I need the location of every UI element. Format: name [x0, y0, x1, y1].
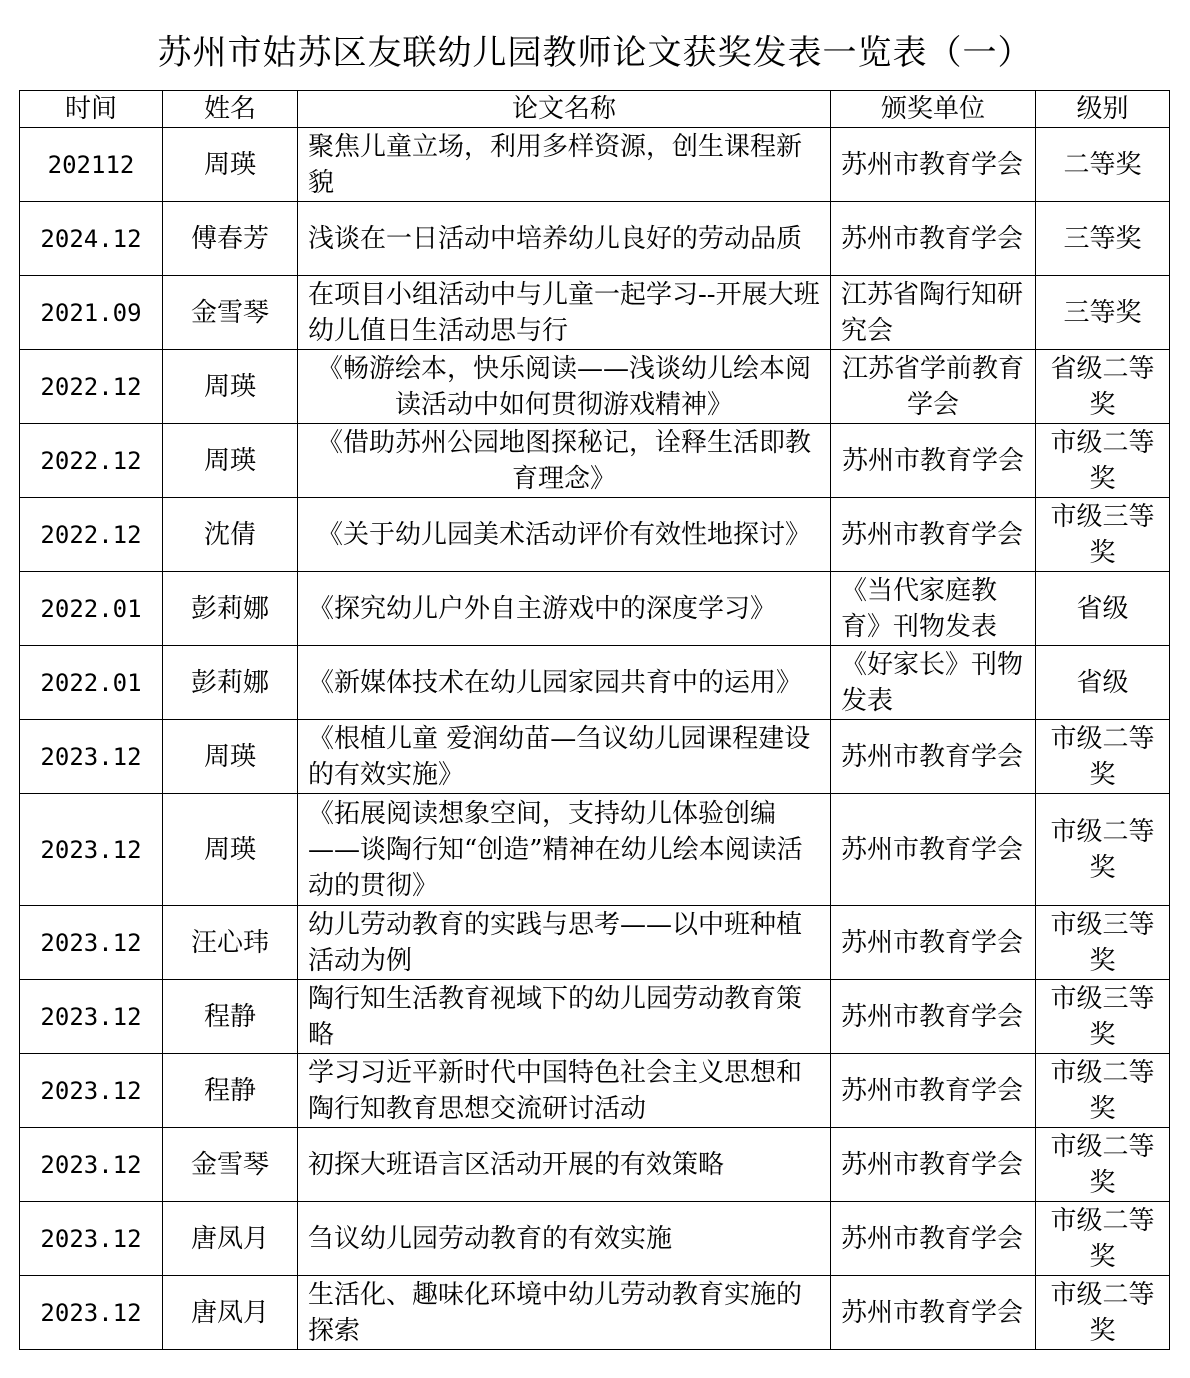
table-row: [20, 202, 1170, 276]
cell-level: 市级三等奖: [1036, 906, 1170, 980]
table-row: [20, 350, 1170, 424]
cell-level: 市级二等奖: [1036, 424, 1170, 498]
cell-paper-title: 生活化、趣味化环境中幼儿劳动教育实施的探索: [298, 1276, 831, 1350]
table-row: [20, 1276, 1170, 1350]
cell-award-unit: 苏州市教育学会: [831, 1128, 1036, 1202]
cell-paper-title: 陶行知生活教育视域下的幼儿园劳动教育策略: [298, 980, 831, 1054]
cell-name: 沈倩: [163, 498, 298, 572]
cell-paper-title: 《根植儿童 爱润幼苗—刍议幼儿园课程建设的有效实施》: [298, 720, 831, 794]
cell-time: 2023.12: [20, 794, 163, 906]
cell-time: 2022.12: [20, 498, 163, 572]
cell-level: 市级三等奖: [1036, 498, 1170, 572]
table-row: [20, 646, 1170, 720]
cell-name: 金雪琴: [163, 1128, 298, 1202]
cell-level: 市级三等奖: [1036, 980, 1170, 1054]
cell-award-unit: 苏州市教育学会: [831, 794, 1036, 906]
cell-time: 2022.01: [20, 646, 163, 720]
cell-name: 周瑛: [163, 424, 298, 498]
cell-award-unit: 苏州市教育学会: [831, 1276, 1036, 1350]
cell-name: 唐凤月: [163, 1276, 298, 1350]
cell-award-unit: 江苏省陶行知研究会: [831, 276, 1036, 350]
cell-award-unit: 苏州市教育学会: [831, 128, 1036, 202]
cell-time: 2022.01: [20, 572, 163, 646]
cell-level: 市级二等奖: [1036, 1202, 1170, 1276]
cell-level: 市级二等奖: [1036, 1276, 1170, 1350]
header-level: 级别: [1036, 91, 1170, 128]
table-row: [20, 1128, 1170, 1202]
cell-name: 程静: [163, 980, 298, 1054]
cell-paper-title: 幼儿劳动教育的实践与思考——以中班种植活动为例: [298, 906, 831, 980]
cell-award-unit: 苏州市教育学会: [831, 1054, 1036, 1128]
cell-award-unit: 苏州市教育学会: [831, 906, 1036, 980]
cell-award-unit: 苏州市教育学会: [831, 980, 1036, 1054]
cell-level: 市级二等奖: [1036, 1128, 1170, 1202]
table-row: [20, 1054, 1170, 1128]
cell-time: 2023.12: [20, 1054, 163, 1128]
cell-paper-title: 《关于幼儿园美术活动评价有效性地探讨》: [298, 498, 831, 572]
cell-paper-title: 《探究幼儿户外自主游戏中的深度学习》: [298, 572, 831, 646]
table-row: [20, 1202, 1170, 1276]
cell-time: 2023.12: [20, 1128, 163, 1202]
cell-name: 傅春芳: [163, 202, 298, 276]
cell-time: 2022.12: [20, 424, 163, 498]
header-paper-title: 论文名称: [298, 91, 831, 128]
cell-level: 省级: [1036, 646, 1170, 720]
table-header-row: [20, 91, 1170, 128]
cell-time: 2022.12: [20, 350, 163, 424]
cell-name: 唐凤月: [163, 1202, 298, 1276]
cell-level: 省级二等奖: [1036, 350, 1170, 424]
cell-level: 二等奖: [1036, 128, 1170, 202]
table-row: [20, 128, 1170, 202]
cell-award-unit: 苏州市教育学会: [831, 424, 1036, 498]
cell-name: 周瑛: [163, 794, 298, 906]
table-row: [20, 720, 1170, 794]
award-table: [19, 90, 1170, 1350]
cell-award-unit: 《当代家庭教育》刊物发表: [831, 572, 1036, 646]
table-row: [20, 498, 1170, 572]
cell-name: 周瑛: [163, 720, 298, 794]
cell-name: 金雪琴: [163, 276, 298, 350]
table-row: [20, 276, 1170, 350]
cell-level: 三等奖: [1036, 202, 1170, 276]
cell-paper-title: 学习习近平新时代中国特色社会主义思想和陶行知教育思想交流研讨活动: [298, 1054, 831, 1128]
cell-time: 2021.09: [20, 276, 163, 350]
cell-paper-title: 《畅游绘本，快乐阅读——浅谈幼儿绘本阅读活动中如何贯彻游戏精神》: [298, 350, 831, 424]
table-row: [20, 906, 1170, 980]
cell-time: 2023.12: [20, 980, 163, 1054]
header-award-unit: 颁奖单位: [831, 91, 1036, 128]
cell-paper-title: 《拓展阅读想象空间，支持幼儿体验创编——谈陶行知“创造”精神在幼儿绘本阅读活动的贯彻》: [298, 794, 831, 906]
cell-award-unit: 苏州市教育学会: [831, 720, 1036, 794]
cell-time: 2023.12: [20, 1276, 163, 1350]
table-row: [20, 424, 1170, 498]
cell-time: 2023.12: [20, 906, 163, 980]
cell-award-unit: 苏州市教育学会: [831, 498, 1036, 572]
cell-time: 2023.12: [20, 1202, 163, 1276]
cell-level: 市级二等奖: [1036, 1054, 1170, 1128]
cell-paper-title: 浅谈在一日活动中培养幼儿良好的劳动品质: [298, 202, 831, 276]
cell-paper-title: 《借助苏州公园地图探秘记，诠释生活即教育理念》: [298, 424, 831, 498]
cell-paper-title: 《新媒体技术在幼儿园家园共育中的运用》: [298, 646, 831, 720]
cell-name: 周瑛: [163, 350, 298, 424]
cell-name: 彭莉娜: [163, 646, 298, 720]
header-time: 时间: [20, 91, 163, 128]
cell-paper-title: 刍议幼儿园劳动教育的有效实施: [298, 1202, 831, 1276]
table-row: [20, 572, 1170, 646]
cell-time: 2023.12: [20, 720, 163, 794]
cell-paper-title: 在项目小组活动中与儿童一起学习--开展大班幼儿值日生活动思与行: [298, 276, 831, 350]
cell-level: 三等奖: [1036, 276, 1170, 350]
cell-award-unit: 江苏省学前教育学会: [831, 350, 1036, 424]
cell-level: 市级二等奖: [1036, 720, 1170, 794]
cell-award-unit: 苏州市教育学会: [831, 202, 1036, 276]
cell-level: 市级二等奖: [1036, 794, 1170, 906]
cell-name: 周瑛: [163, 128, 298, 202]
page-title: 苏州市姑苏区友联幼儿园教师论文获奖发表一览表（一）: [157, 33, 1033, 73]
cell-paper-title: 初探大班语言区活动开展的有效策略: [298, 1128, 831, 1202]
cell-name: 程静: [163, 1054, 298, 1128]
header-name: 姓名: [163, 91, 298, 128]
table-row: [20, 794, 1170, 906]
cell-level: 省级: [1036, 572, 1170, 646]
cell-name: 汪心玮: [163, 906, 298, 980]
cell-award-unit: 《好家长》刊物发表: [831, 646, 1036, 720]
cell-name: 彭莉娜: [163, 572, 298, 646]
cell-award-unit: 苏州市教育学会: [831, 1202, 1036, 1276]
cell-time: 2024.12: [20, 202, 163, 276]
cell-time: 202112: [20, 128, 163, 202]
table-row: [20, 980, 1170, 1054]
cell-paper-title: 聚焦儿童立场，利用多样资源，创生课程新貌: [298, 128, 831, 202]
